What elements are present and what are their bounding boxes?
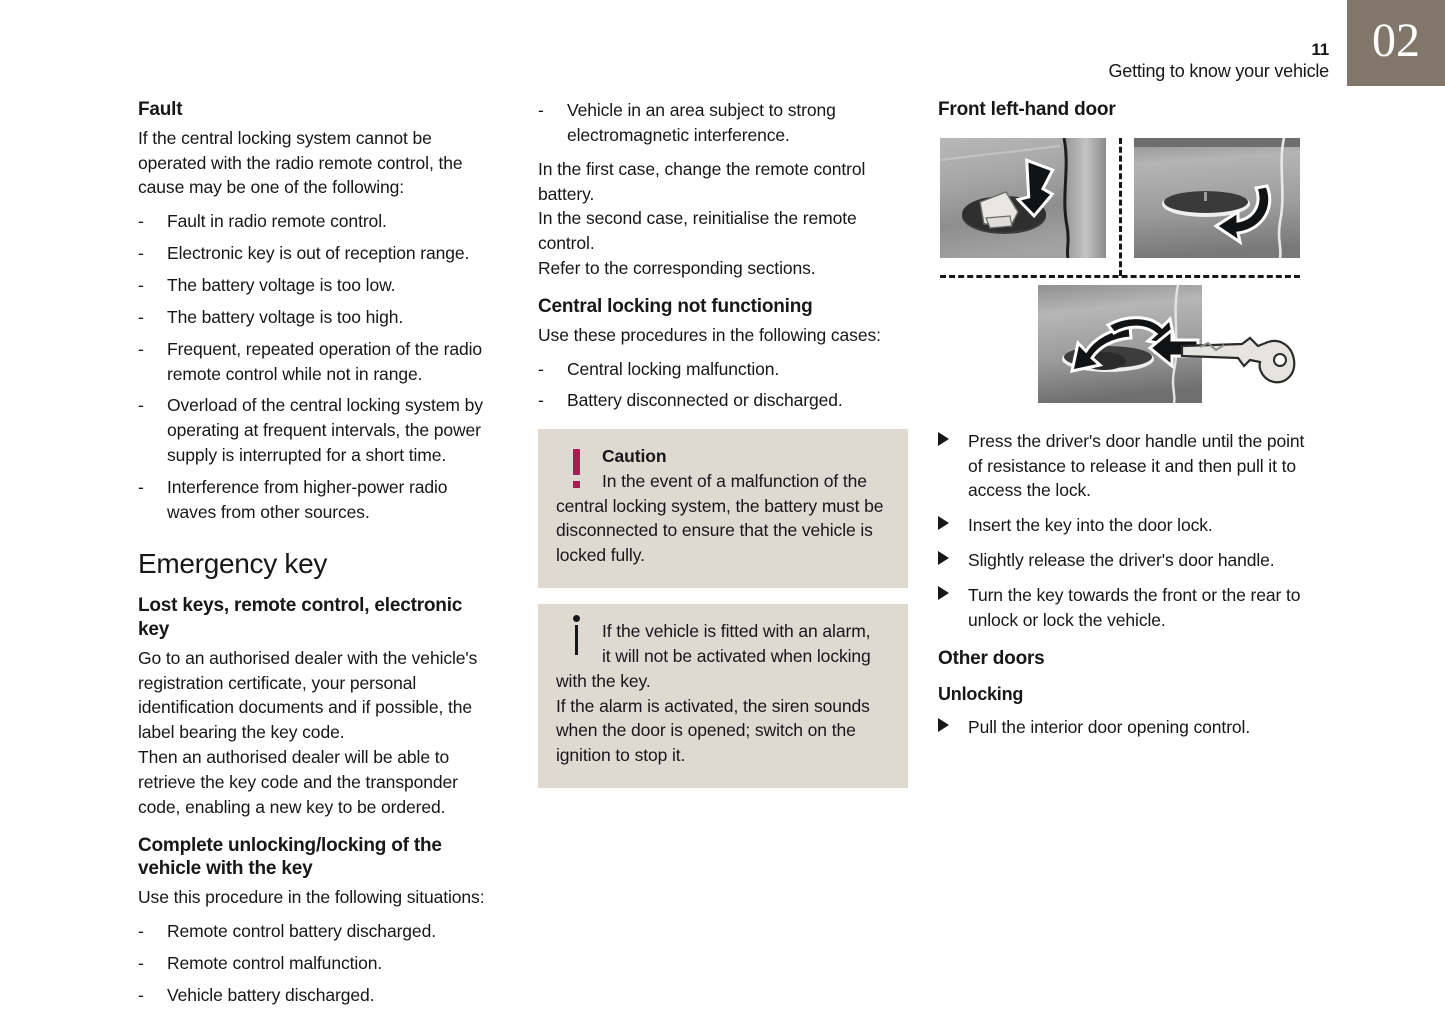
list-item <box>138 951 496 976</box>
list-item-text: Fault in radio remote control. <box>167 211 387 232</box>
list-item-text: Battery disconnected or discharged. <box>567 390 843 411</box>
press-handle-graphic <box>940 138 1106 258</box>
list-item-text: The battery voltage is too low. <box>167 274 396 295</box>
list-item-text: Remote control malfunction. <box>167 952 383 973</box>
heading-lost-keys: Lost keys, remote control, electronic key <box>138 595 463 640</box>
dash-bullet-icon: - <box>138 243 144 264</box>
list-item <box>538 357 908 382</box>
list-item <box>138 337 496 387</box>
information-icon <box>572 615 582 655</box>
heading-complete-unlocking: Complete unlocking/locking of the vehicle with the key <box>138 834 442 880</box>
complete-unlocking-list <box>138 919 496 1008</box>
list-item-text: Press the driver's door handle until the point of resistance to release it and then pull it to access the lock. <box>968 430 1305 501</box>
lost-keys-paragraph-2: Then an authorised dealer will be able to retrieve the key code and the transponder code, enabling a new key to be ordered. <box>138 747 458 817</box>
info-body-text-1: with the key. <box>556 670 651 691</box>
list-item <box>138 475 496 525</box>
column-right <box>938 98 1310 749</box>
fault-cause-list <box>138 209 496 524</box>
page-header <box>0 0 1445 90</box>
chapter-number: 02 <box>1372 14 1420 67</box>
caution-label: Caution <box>602 446 667 467</box>
list-item-text: Central locking malfunction. <box>567 358 780 379</box>
caution-first-line-text: In the event of a malfunction of the <box>602 470 867 491</box>
list-item <box>138 209 496 234</box>
list-item <box>938 715 1310 740</box>
list-item <box>538 98 908 148</box>
list-item-text: Vehicle in an area subject to strong electromagnetic interference. <box>567 100 836 145</box>
list-item <box>138 983 496 1008</box>
dash-bullet-icon: - <box>538 100 544 120</box>
list-item-text: Overload of the central locking system by operating at frequent intervals, the power supply is interrupted for a short time. <box>167 395 483 466</box>
remote-case-paragraph-2: In the second case, reinitialise the remote control. <box>538 208 857 254</box>
dash-bullet-icon: - <box>138 920 144 941</box>
list-item <box>138 919 496 944</box>
list-item-text: Electronic key is out of reception range. <box>167 243 470 264</box>
list-item <box>138 305 496 330</box>
chapter-tab <box>1347 0 1445 86</box>
list-item-text: Vehicle battery discharged. <box>167 984 375 1005</box>
illustration-panel-open-cover <box>1134 138 1300 258</box>
vertical-dashed-divider <box>1119 138 1122 276</box>
list-item-text: The battery voltage is too high. <box>167 306 404 327</box>
info-first-lines <box>556 619 890 669</box>
list-item <box>938 513 1310 538</box>
exclamation-icon <box>570 449 582 493</box>
unlocking-steps-list <box>938 715 1310 740</box>
info-line-1: If the vehicle is fitted with an alarm, <box>602 621 871 642</box>
triangle-bullet-icon <box>938 718 949 732</box>
list-item <box>138 273 496 298</box>
heading-front-left-hand-door: Front left-hand door <box>938 99 1116 120</box>
list-item <box>538 388 908 413</box>
list-item <box>938 583 1310 633</box>
caution-text <box>556 469 890 568</box>
fault-intro-text: If the central locking system cannot be operated with the radio remote control, the cause may be one of the following: <box>138 127 463 198</box>
header-meta <box>1108 40 1329 82</box>
list-item-text: Insert the key into the door lock. <box>968 515 1213 536</box>
list-item-text: Turn the key towards the front or the rear to unlock or lock the vehicle. <box>968 584 1301 630</box>
list-item <box>938 548 1310 573</box>
list-item <box>138 393 496 468</box>
dash-bullet-icon: - <box>138 984 144 1005</box>
dash-bullet-icon: - <box>138 476 144 497</box>
info-text <box>556 619 890 768</box>
central-locking-intro: Use these procedures in the following cases: <box>538 324 881 345</box>
dash-bullet-icon: - <box>138 338 144 359</box>
remote-case-paragraph-1: In the first case, change the remote control battery. <box>538 158 866 204</box>
section-title-emergency-key: Emergency key <box>138 547 328 579</box>
front-door-steps-list <box>938 429 1310 633</box>
door-lock-illustration-group <box>938 138 1310 420</box>
remote-case-paragraph-3: Refer to the corresponding sections. <box>538 258 816 279</box>
emergency-key-graphic <box>1146 320 1306 398</box>
caution-body-text: central locking system, the battery must be disconnected to ensure that the vehicle is locked fully. <box>556 495 884 566</box>
triangle-bullet-icon <box>938 586 949 600</box>
triangle-bullet-icon <box>938 516 949 530</box>
list-item-text: Slightly release the driver's door handle. <box>968 550 1275 571</box>
dash-bullet-icon: - <box>138 306 144 327</box>
column-middle <box>538 98 908 788</box>
horizontal-dashed-divider <box>940 275 1300 278</box>
chapter-title: Getting to know your vehicle <box>1108 60 1329 81</box>
illustration-panel-press-handle <box>940 138 1106 258</box>
fault-cause-list-continued <box>538 98 908 148</box>
heading-central-locking-not-functioning: Central locking not functioning <box>538 295 813 317</box>
column-left <box>138 98 496 1016</box>
complete-unlocking-intro: Use this procedure in the following situations: <box>138 887 485 908</box>
dash-bullet-icon: - <box>138 211 144 232</box>
dash-bullet-icon: - <box>538 390 544 411</box>
triangle-bullet-icon <box>938 551 949 565</box>
dash-bullet-icon: - <box>138 395 144 416</box>
info-box <box>538 604 908 788</box>
dash-bullet-icon: - <box>538 358 544 379</box>
heading-fault: Fault <box>138 99 183 120</box>
list-item-text: Interference from higher-power radio waves from other sources. <box>167 476 448 522</box>
list-item-text: Remote control battery discharged. <box>167 920 436 941</box>
info-line-2: it will not be activated when locking <box>602 645 871 666</box>
heading-other-doors: Other doors <box>938 647 1045 669</box>
heading-unlocking: Unlocking <box>938 684 1024 705</box>
list-item-text: Pull the interior door opening control. <box>968 716 1251 737</box>
info-body-text-2: If the alarm is activated, the siren sounds when the door is opened; switch on the ignition to stop it. <box>556 695 870 766</box>
triangle-bullet-icon <box>938 432 949 446</box>
central-locking-list <box>538 357 908 414</box>
list-item <box>138 241 496 266</box>
caution-first-line <box>556 469 890 494</box>
open-cover-graphic <box>1134 138 1300 258</box>
list-item <box>938 429 1310 504</box>
dash-bullet-icon: - <box>138 952 144 973</box>
lost-keys-paragraph-1: Go to an authorised dealer with the vehicle's registration certificate, your personal identification documents and if possible, the label bearing the key code. <box>138 647 478 743</box>
list-item-text: Frequent, repeated operation of the radio remote control while not in range. <box>167 338 483 384</box>
page-number: 11 <box>1311 40 1329 59</box>
dash-bullet-icon: - <box>138 274 144 295</box>
caution-box <box>538 429 908 588</box>
